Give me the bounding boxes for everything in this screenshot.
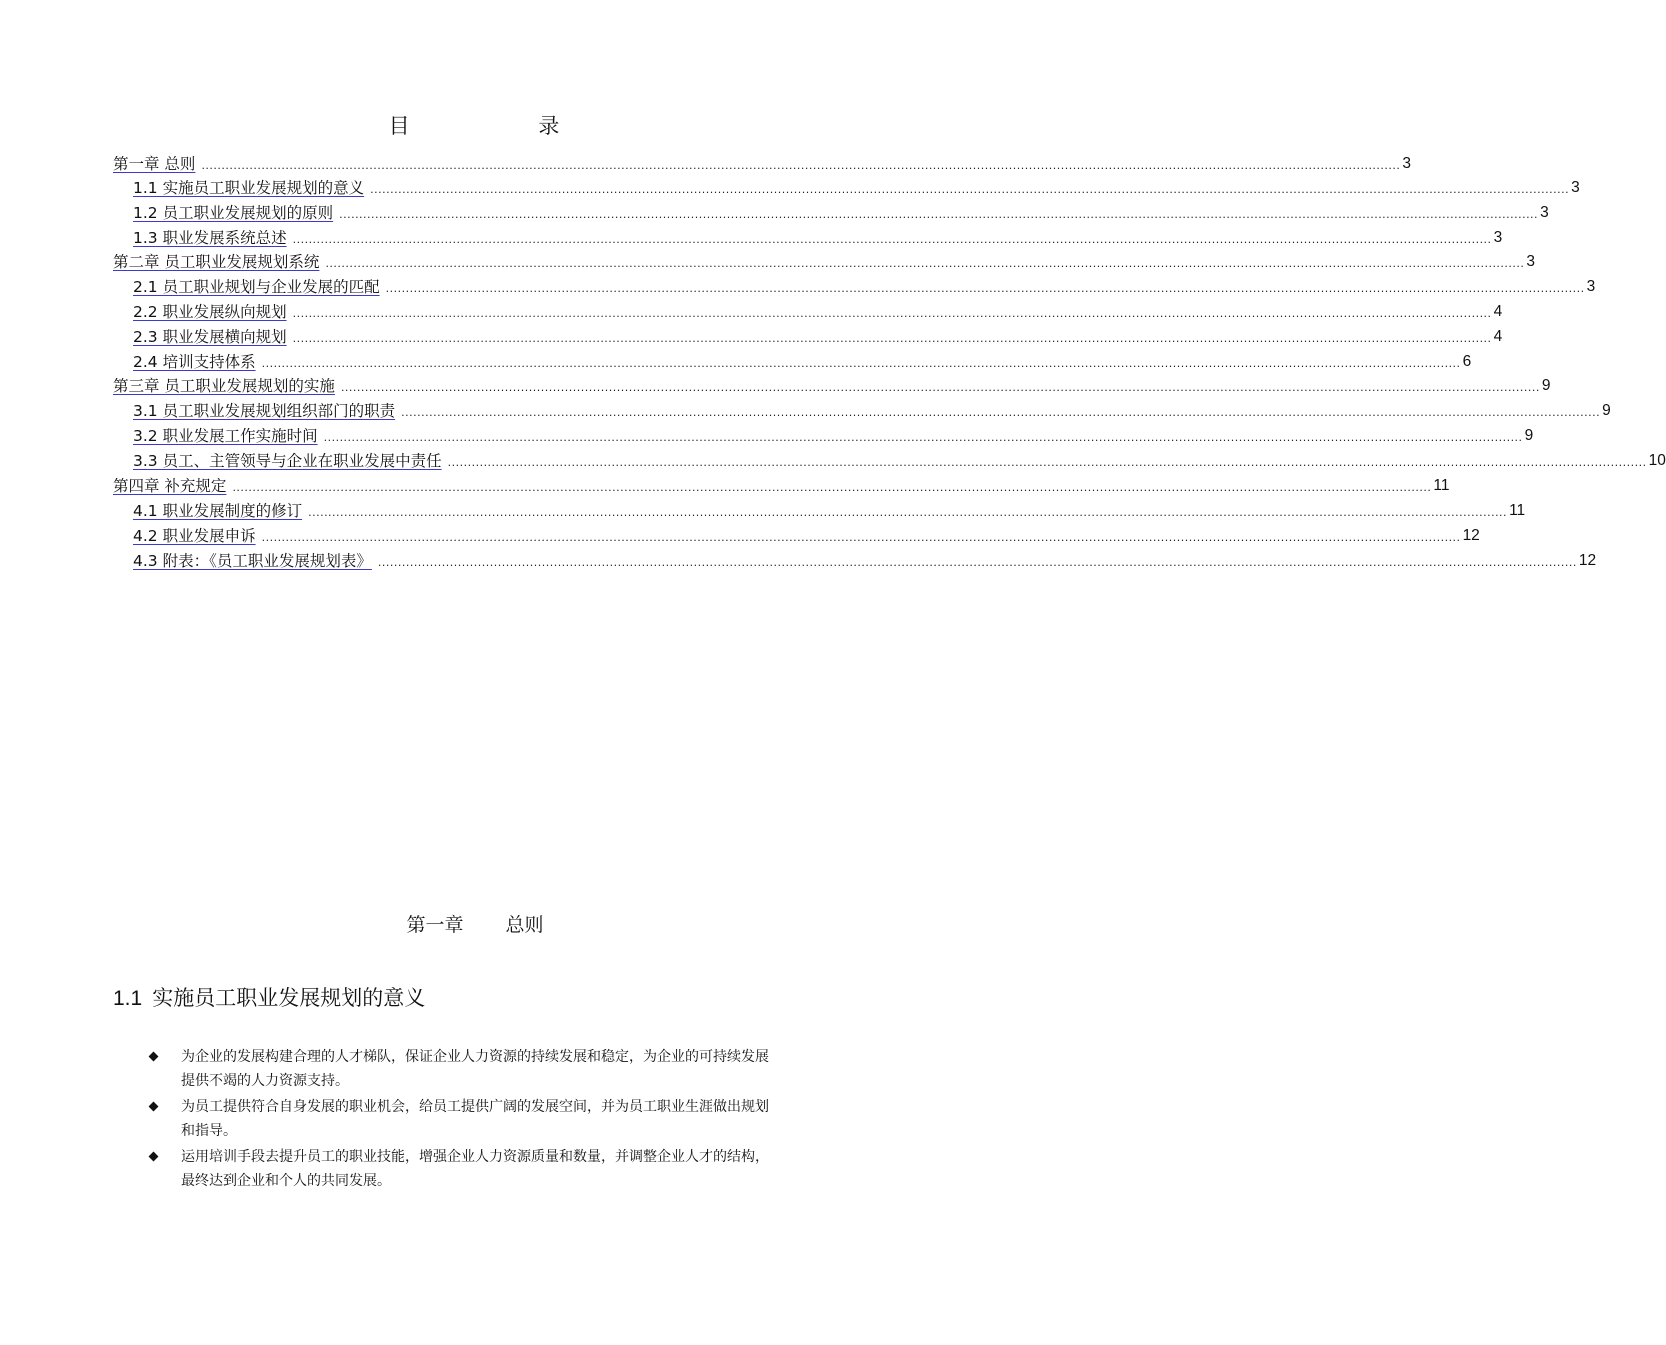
toc-leader-dots: ............................................................................................................................................................................................................................................................................................................: [261, 531, 1461, 544]
toc-entry-page: 4: [1493, 328, 1503, 345]
toc-entry-label[interactable]: 第一章 总则: [113, 155, 196, 173]
toc-entry-1-3[interactable]: [133, 224, 1503, 248]
list-item: [148, 1045, 778, 1093]
toc-entry-page: 10: [1648, 452, 1666, 469]
toc-entry-label[interactable]: 1.2 员工职业发展规划的原则: [133, 204, 334, 222]
section-number: 1.1: [113, 987, 143, 1010]
toc-entry-page: 3: [1586, 278, 1596, 295]
toc-entry-page: 12: [1462, 527, 1480, 544]
toc-entry-page: 3: [1526, 253, 1536, 270]
toc-leader-dots: ............................................................................................................................................................................................................................................................................................................: [323, 431, 1523, 444]
toc-entry-label[interactable]: 3.3 员工、主管领导与企业在职业发展中责任: [133, 452, 442, 470]
toc-entry-label[interactable]: 2.3 职业发展横向规划: [133, 328, 287, 346]
toc-entry-label[interactable]: 第二章 员工职业发展规划系统: [113, 253, 320, 271]
toc-entry-4-3[interactable]: [133, 547, 1597, 571]
toc-entry-page: 9: [1602, 402, 1611, 419]
toc-entry-chapter-2[interactable]: [113, 248, 1536, 272]
toc-entry-page: 4: [1493, 303, 1503, 320]
toc-leader-dots: ............................................................................................................................................................................................................................................................................................................: [377, 556, 1577, 569]
toc-entry-label[interactable]: 2.1 员工职业规划与企业发展的匹配: [133, 278, 380, 296]
section-heading: [113, 982, 425, 1012]
toc-entry-label[interactable]: 2.4 培训支持体系: [133, 353, 256, 371]
bullet-list: [148, 1045, 778, 1195]
toc-entry-2-1[interactable]: [133, 273, 1596, 297]
toc-leader-dots: ............................................................................................................................................................................................................................................................................................................: [340, 381, 1540, 394]
section-title: 实施员工职业发展规划的意义: [152, 986, 426, 1010]
toc-entry-1-2[interactable]: [133, 199, 1549, 223]
toc-entry-page: 11: [1433, 477, 1450, 494]
toc-entry-label[interactable]: 1.1 实施员工职业发展规划的意义: [133, 179, 365, 197]
toc-entry-label[interactable]: 4.3 附表：《员工职业发展规划表》: [133, 552, 372, 570]
toc-leader-dots: ............................................................................................................................................................................................................................................................................................................: [401, 406, 1601, 419]
toc-leader-dots: ............................................................................................................................................................................................................................................................................................................: [261, 357, 1461, 370]
toc-entry-3-3[interactable]: [133, 447, 1666, 471]
toc-entry-chapter-3[interactable]: [113, 372, 1551, 396]
toc-entry-3-1[interactable]: [133, 397, 1611, 421]
list-item-text: 运用培训手段去提升员工的职业技能，增强企业人力资源质量和数量，并调整企业人才的结构，最终达到企业和个人的共同发展。: [181, 1149, 769, 1189]
toc-entry-label[interactable]: 4.2 职业发展申诉: [133, 527, 256, 545]
diamond-bullet-icon: [149, 1152, 159, 1162]
toc-entry-page: 3: [1493, 229, 1503, 246]
toc-entry-page: 11: [1509, 502, 1526, 519]
toc-entry-2-3[interactable]: [133, 323, 1503, 347]
toc-entry-2-4[interactable]: [133, 348, 1472, 372]
chapter-heading: 第一章 总则: [406, 914, 544, 936]
toc-leader-dots: ............................................................................................................................................................................................................................................................................................................: [370, 183, 1570, 196]
toc-leader-dots: ............................................................................................................................................................................................................................................................................................................: [292, 233, 1492, 246]
toc-entry-label[interactable]: 3.2 职业发展工作实施时间: [133, 427, 318, 445]
toc-leader-dots: ............................................................................................................................................................................................................................................................................................................: [292, 307, 1492, 320]
toc-entry-label[interactable]: 4.1 职业发展制度的修订: [133, 502, 303, 520]
toc-entry-label[interactable]: 第四章 补充规定: [113, 477, 227, 495]
list-item: [148, 1095, 778, 1143]
toc-entry-4-2[interactable]: [133, 522, 1480, 546]
toc-entry-page: 3: [1540, 204, 1549, 221]
toc-entry-label[interactable]: 1.3 职业发展系统总述: [133, 229, 287, 247]
diamond-bullet-icon: [149, 1052, 159, 1062]
toc-entry-page: 9: [1541, 377, 1551, 394]
toc-entry-page: 6: [1462, 353, 1472, 370]
toc-leader-dots: ............................................................................................................................................................................................................................................................................................................: [325, 257, 1525, 270]
toc-entry-1-1[interactable]: [133, 174, 1580, 198]
list-item-text: 为企业的发展构建合理的人才梯队，保证企业人力资源的持续发展和稳定，为企业的可持续发展提供不竭的人力资源支持。: [181, 1049, 769, 1089]
toc-leader-dots: ............................................................................................................................................................................................................................................................................................................: [201, 159, 1401, 172]
toc-leader-dots: ............................................................................................................................................................................................................................................................................................................: [447, 456, 1647, 469]
toc-entry-page: 3: [1571, 179, 1580, 196]
toc-entry-page: 9: [1524, 427, 1534, 444]
diamond-bullet-icon: [149, 1102, 159, 1112]
toc-entry-3-2[interactable]: [133, 422, 1534, 446]
toc-leader-dots: ............................................................................................................................................................................................................................................................................................................: [385, 282, 1585, 295]
toc-entry-chapter-1[interactable]: [113, 150, 1412, 174]
toc-entry-page: 3: [1402, 155, 1412, 172]
toc-leader-dots: ............................................................................................................................................................................................................................................................................................................: [308, 506, 1508, 519]
list-item-text: 为员工提供符合自身发展的职业机会，给员工提供广阔的发展空间，并为员工职业生涯做出规划和指导。: [181, 1099, 769, 1139]
toc-leader-dots: ............................................................................................................................................................................................................................................................................................................: [339, 208, 1539, 221]
toc-leader-dots: ............................................................................................................................................................................................................................................................................................................: [232, 481, 1432, 494]
toc-entry-chapter-4[interactable]: [113, 472, 1450, 496]
toc-title: 目 录: [388, 114, 562, 138]
toc-leader-dots: ............................................................................................................................................................................................................................................................................................................: [292, 332, 1492, 345]
toc-entry-label[interactable]: 2.2 职业发展纵向规划: [133, 303, 287, 321]
list-item: [148, 1145, 778, 1193]
toc-entry-label[interactable]: 第三章 员工职业发展规划的实施: [113, 377, 335, 395]
toc-entry-4-1[interactable]: [133, 497, 1526, 521]
toc-entry-label[interactable]: 3.1 员工职业发展规划组织部门的职责: [133, 402, 396, 420]
toc-entry-2-2[interactable]: [133, 298, 1503, 322]
toc-entry-page: 12: [1578, 552, 1597, 569]
